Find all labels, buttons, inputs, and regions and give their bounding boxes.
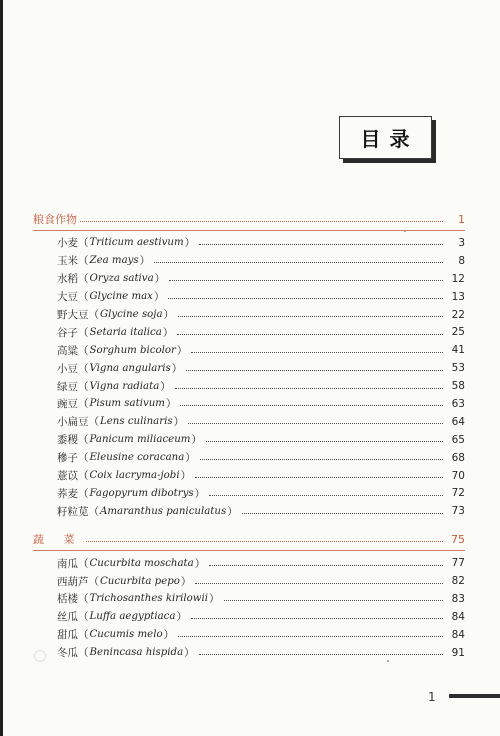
- toc-entry[interactable]: 薏苡 （ Coix lacryma-jobi ） 70: [57, 469, 465, 483]
- toc-page-number: 72: [451, 487, 465, 500]
- toc-entry[interactable]: 高粱 （ Sorghum bicolor ） 41: [57, 344, 465, 357]
- crop-name-cn: 谷子: [57, 326, 78, 339]
- toc-page-number: 25: [451, 326, 465, 339]
- crop-name-scientific: Cucumis melo: [89, 629, 163, 641]
- leader-dots: [191, 618, 443, 619]
- toc-section-header[interactable]: [33, 530, 465, 548]
- crop-name-scientific: Luffa aegyptiaca: [89, 611, 176, 623]
- crop-name-scientific: Vigna radiata: [89, 380, 160, 392]
- toc-section-page: 1: [458, 212, 465, 226]
- speck-mark: [387, 660, 389, 662]
- toc-section-page: 75: [451, 532, 465, 546]
- toc-entry[interactable]: 野大豆 （ Glycine soja ） 22: [57, 308, 465, 321]
- crop-name-scientific: Triticum aestivum: [89, 237, 184, 249]
- leader-dots: [206, 441, 443, 442]
- leader-dots: [86, 541, 444, 542]
- toc-page-number: 12: [451, 272, 465, 285]
- leader-dots: [209, 565, 443, 566]
- crop-name-scientific: Pisum sativum: [89, 398, 165, 410]
- toc-section-header[interactable]: [33, 210, 465, 228]
- toc-page-number: 53: [451, 362, 465, 375]
- toc-page-number: 73: [451, 505, 465, 518]
- leader-dots: [199, 654, 443, 655]
- crop-name-cn: 荞麦: [57, 487, 78, 500]
- crop-name-scientific: Cucurbita moschata: [89, 557, 194, 569]
- leader-dots: [191, 352, 443, 353]
- crop-name-cn: 豌豆: [57, 398, 78, 411]
- crop-name-scientific: Cucurbita pepo: [100, 575, 180, 587]
- crop-name-scientific: Amaranthus paniculatus: [100, 505, 227, 517]
- crop-name-scientific: Eleusine coracana: [89, 452, 185, 464]
- crop-name-cn: 野大豆: [57, 309, 89, 321]
- toc-entry[interactable]: 谷子 （ Setaria italica ） 25: [57, 326, 465, 339]
- contents-title-box: [339, 116, 432, 159]
- crop-name-cn: 小麦: [57, 237, 78, 250]
- leader-dots: [195, 583, 443, 584]
- crop-name-cn: 高粱: [57, 344, 78, 357]
- crop-name-scientific: Panicum miliaceum: [89, 434, 191, 446]
- crop-name-cn: 甜瓜: [57, 629, 78, 642]
- leader-dots: [169, 280, 443, 281]
- toc-entry[interactable]: 小豆 （ Vigna angularis ） 53: [57, 362, 465, 375]
- toc-page-number: 70: [451, 469, 465, 482]
- crop-name-cn: 玉米: [57, 255, 78, 268]
- toc-entry[interactable]: 豌豆 （ Pisum sativum ） 63: [57, 397, 465, 411]
- leader-dots: [175, 388, 443, 389]
- crop-name-cn: 大豆: [57, 291, 78, 304]
- crop-name-cn: 黍稷: [57, 434, 78, 447]
- crop-name-scientific: Benincasa hispida: [89, 647, 184, 659]
- crop-name-cn: 穇子: [57, 452, 78, 465]
- toc-entry[interactable]: 籽粒苋 （ Amaranthus paniculatus ） 73: [57, 505, 465, 518]
- toc-entry[interactable]: 黍稷 （ Panicum miliaceum ） 65: [57, 433, 465, 447]
- toc-entry[interactable]: 栝楼 （ Trichosanthes kirilowii ） 83: [57, 592, 465, 606]
- toc-section-grain-crops: [33, 210, 465, 520]
- toc-entry[interactable]: 冬瓜 （ Benincasa hispida ） 91: [57, 646, 465, 660]
- toc-page-number: 3: [458, 236, 465, 249]
- crop-name-scientific: Glycine soja: [100, 309, 163, 320]
- left-margin-rule: [0, 0, 3, 736]
- toc-entry[interactable]: 小麦 （ Triticum aestivum ） 3: [57, 236, 465, 250]
- leader-dots: [180, 405, 443, 406]
- toc-entry[interactable]: 丝瓜 （ Luffa aegyptiaca ） 84: [57, 610, 465, 624]
- crop-name-cn: 丝瓜: [57, 611, 78, 624]
- leader-dots: [242, 513, 443, 514]
- section-underline: [33, 230, 465, 231]
- leader-dots: [199, 244, 443, 245]
- toc-page-number: 13: [451, 290, 465, 303]
- toc-page-number: 22: [451, 308, 465, 321]
- toc-page-number: 84: [451, 610, 465, 623]
- toc-page-number: 63: [451, 397, 465, 410]
- toc-page-number: 58: [451, 380, 465, 393]
- toc-entry[interactable]: 南瓜 （ Cucurbita moschata ） 77: [57, 557, 465, 570]
- leader-dots: [154, 262, 443, 263]
- section-underline: [33, 550, 465, 551]
- toc-entry-list: [57, 234, 465, 520]
- toc-section-title: 粮食作物: [33, 213, 77, 226]
- toc-entry[interactable]: 绿豆 （ Vigna radiata ） 58: [57, 380, 465, 393]
- toc-page-number: 77: [451, 557, 465, 570]
- toc-page-number: 91: [451, 646, 465, 659]
- toc-entry[interactable]: 玉米 （ Zea mays ） 8: [57, 254, 465, 268]
- leader-dots: [168, 298, 443, 299]
- crop-name-scientific: Coix lacryma-jobi: [89, 470, 180, 482]
- leader-dots: [178, 316, 443, 317]
- crop-name-cn: 籽粒苋: [57, 505, 89, 518]
- crop-name-scientific: Vigna angularis: [89, 362, 171, 374]
- toc-entry[interactable]: 大豆 （ Glycine max ） 13: [57, 290, 465, 304]
- crop-name-cn: 南瓜: [57, 557, 78, 570]
- toc-entry[interactable]: 小扁豆 （ Lens culinaris ） 64: [57, 415, 465, 429]
- faint-stamp-mark: [34, 650, 46, 662]
- crop-name-scientific: Glycine max: [89, 291, 153, 303]
- leader-dots: [200, 459, 443, 460]
- crop-name-cn: 水稻: [57, 273, 78, 286]
- crop-name-cn: 绿豆: [57, 380, 78, 393]
- leader-dots: [195, 477, 443, 478]
- toc-entry[interactable]: 西葫芦 （ Cucurbita pepo ） 82: [57, 575, 465, 588]
- crop-name-cn: 冬瓜: [57, 647, 78, 660]
- toc-entry[interactable]: 荞麦 （ Fagopyrum dibotrys ） 72: [57, 487, 465, 500]
- speck-mark: [404, 230, 406, 232]
- crop-name-cn: 栝楼: [57, 593, 78, 606]
- toc-section-vegetables: [33, 530, 465, 661]
- toc-page-number: 8: [458, 254, 465, 267]
- crop-name-scientific: Trichosanthes kirilowii: [89, 593, 209, 605]
- crop-name-scientific: Setaria italica: [89, 326, 162, 338]
- toc-entry[interactable]: 穇子 （ Eleusine coracana ） 68: [57, 451, 465, 465]
- toc-entry[interactable]: 水稻 （ Oryza sativa ） 12: [57, 272, 465, 286]
- footer-accent-bar: [449, 694, 500, 698]
- crop-name-scientific: Zea mays: [89, 255, 139, 267]
- leader-dots: [80, 221, 443, 222]
- leader-dots: [224, 600, 443, 601]
- toc-entry-list: [57, 554, 465, 661]
- toc-entry[interactable]: 甜瓜 （ Cucumis melo ） 84: [57, 628, 465, 642]
- leader-dots: [209, 495, 443, 496]
- leader-dots: [177, 334, 443, 335]
- crop-name-cn: 小扁豆: [57, 416, 89, 429]
- crop-name-scientific: Fagopyrum dibotrys: [89, 487, 194, 499]
- toc-page-number: 41: [451, 344, 465, 357]
- crop-name-scientific: Lens culinaris: [100, 416, 173, 428]
- toc-page-number: 83: [451, 592, 465, 605]
- leader-dots: [188, 423, 443, 424]
- toc-page-number: 65: [451, 433, 465, 446]
- leader-dots: [178, 636, 443, 637]
- toc-page-number: 82: [451, 575, 465, 588]
- crop-name-scientific: Oryza sativa: [89, 273, 154, 285]
- leader-dots: [186, 370, 443, 371]
- toc-section-title: 蔬 菜: [33, 533, 83, 547]
- crop-name-scientific: Sorghum bicolor: [89, 344, 176, 356]
- crop-name-cn: 西葫芦: [57, 575, 89, 588]
- contents-title: 目 录: [360, 127, 411, 151]
- crop-name-cn: 薏苡: [57, 470, 78, 483]
- toc-page-number: 64: [451, 415, 465, 428]
- table-of-contents: [33, 210, 465, 662]
- footer-page-number: 1: [428, 690, 436, 704]
- toc-page-number: 68: [451, 451, 465, 464]
- crop-name-cn: 小豆: [57, 362, 78, 375]
- toc-page-number: 84: [451, 628, 465, 641]
